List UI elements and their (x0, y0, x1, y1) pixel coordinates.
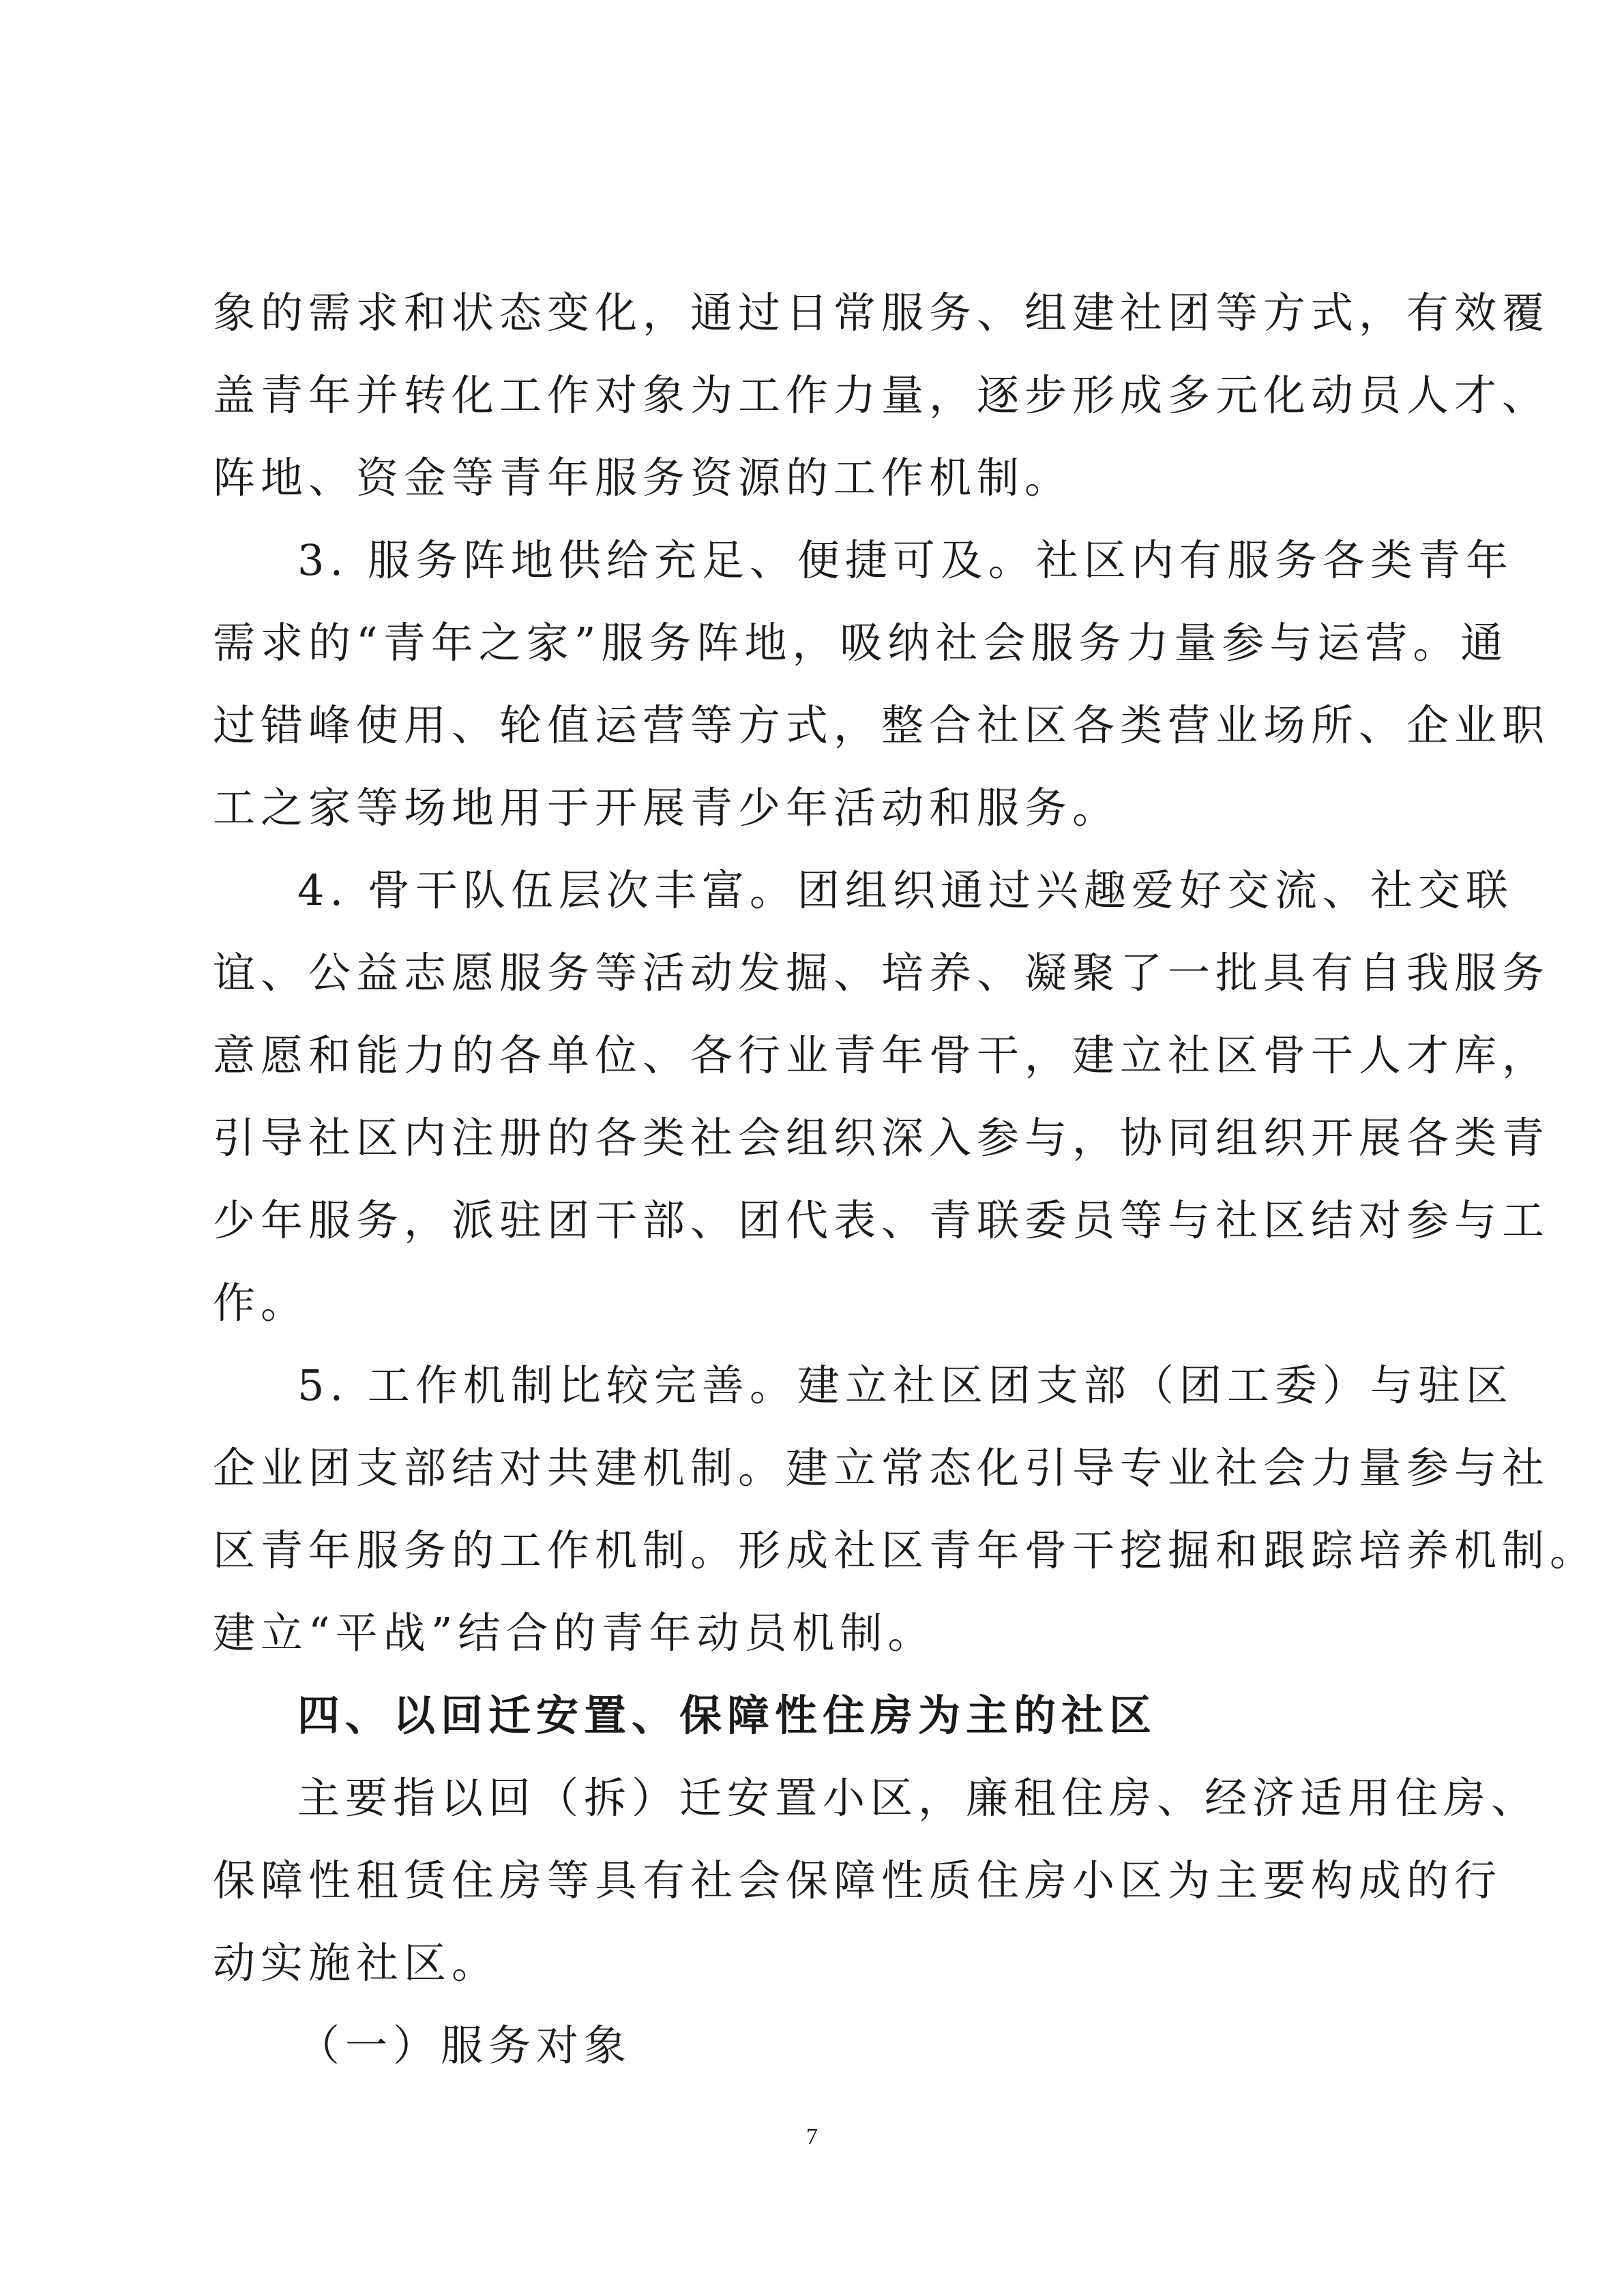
numbered-paragraph-start: 3. 服务阵地供给充足、便捷可及。社区内有服务各类青年 (297, 535, 1514, 585)
body-text-line: 作。 (213, 1278, 309, 1328)
paragraph-start: 主要指以回（拆）迁安置小区，廉租住房、经济适用住房、 (297, 1773, 1539, 1823)
body-text-line: 象的需求和状态变化，通过日常服务、组建社团等方式，有效覆 (213, 288, 1550, 338)
body-text-line: 保障性租赁住房等具有社会保障性质住房小区为主要构成的行 (213, 1855, 1503, 1905)
body-text-line: 引导社区内注册的各类社会组织深入参与，协同组织开展各类青 (213, 1113, 1550, 1163)
body-text-line: 少年服务，派驻团干部、团代表、青联委员等与社区结对参与工 (213, 1195, 1550, 1245)
body-text-line: 盖青年并转化工作对象为工作力量，逐步形成多元化动员人才、 (213, 370, 1550, 420)
body-text-line: 动实施社区。 (213, 1938, 500, 1988)
subsection-heading: （一）服务对象 (297, 2021, 632, 2070)
numbered-paragraph-start: 5. 工作机制比较完善。建立社区团支部（团工委）与驻区 (297, 1360, 1514, 1410)
body-text-line: 建立“平战”结合的青年动员机制。 (213, 1608, 936, 1658)
body-text-line: 阵地、资金等青年服务资源的工作机制。 (213, 453, 1073, 503)
numbered-paragraph-start: 4. 骨干队伍层次丰富。团组织通过兴趣爱好交流、社交联 (297, 865, 1514, 915)
body-text-line: 需求的“青年之家”服务阵地，吸纳社会服务力量参与运营。通 (213, 618, 1509, 668)
body-text-line: 谊、公益志愿服务等活动发掘、培养、凝聚了一批具有自我服务 (213, 948, 1550, 998)
body-text-line: 工之家等场地用于开展青少年活动和服务。 (213, 783, 1121, 833)
page-number: 7 (806, 2124, 818, 2149)
section-heading: 四、以回迁安置、保障性住房为主的社区 (297, 1690, 1157, 1740)
body-text-line: 区青年服务的工作机制。形成社区青年骨干挖掘和跟踪培养机制。 (213, 1525, 1598, 1575)
body-text-line: 过错峰使用、轮值运营等方式，整合社区各类营业场所、企业职 (213, 700, 1550, 750)
body-text-line: 意愿和能力的各单位、各行业青年骨干，建立社区骨干人才库， (213, 1030, 1550, 1080)
body-text-line: 企业团支部结对共建机制。建立常态化引导专业社会力量参与社 (213, 1443, 1550, 1493)
